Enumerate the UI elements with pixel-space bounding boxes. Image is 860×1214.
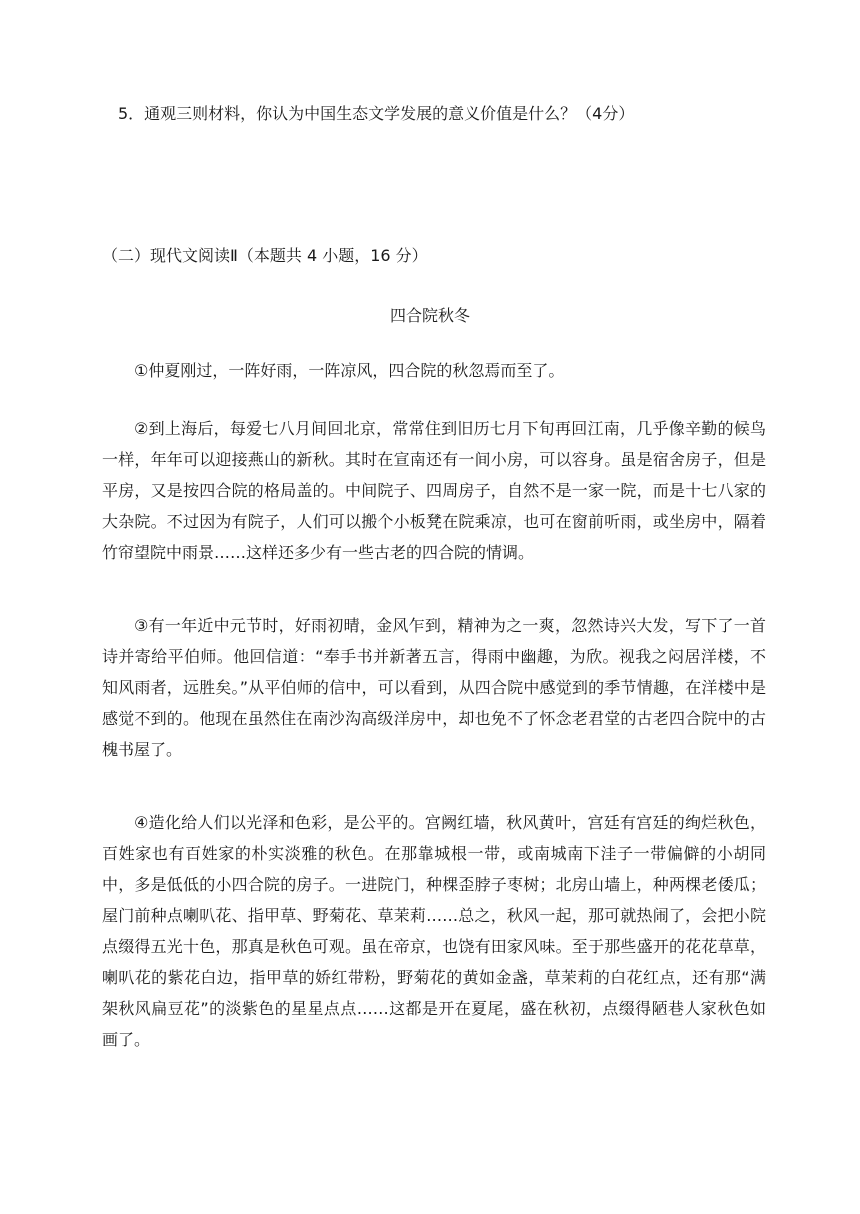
paragraph-2: ②到上海后，每爱七八月间回北京，常常住到旧历七月下旬再回江南，几乎像辛勤的候鸟一样，年年可以迎接燕山的新秋。其时在宣南还有一间小房，可以容身。虽是宿舍房子，但是平房，又是按四合院的格局盖的。中间院子、四周房子，自然不是一家一院，而是十七八家的大杂院。不过因为有院子，人们可以搬个小板凳在院乘凉，也可在窗前听雨，或坐房中，隔着竹帘望院中雨景……这样还多少有一些古老的四合院的情调。: [102, 419, 766, 562]
paragraph-1: ①仲夏刚过，一阵好雨，一阵凉风，四合院的秋忽焉而至了。: [134, 361, 565, 380]
section-header: （二）现代文阅读Ⅱ（本题共 4 小题，16 分）: [102, 246, 428, 265]
paragraph-4: ④造化给人们以光泽和色彩，是公平的。宫阙红墙，秋风黄叶，宫廷有宫廷的绚烂秋色，百姓家也有百姓家的朴实淡雅的秋色。在那靠城根一带，或南城南下洼子一带偏僻的小胡同中，多是低低的小四合院的房子。一进院门，种棵歪脖子枣树；北房山墙上，种两棵老倭瓜；屋门前种点喇叭花、指甲草、野菊花、草茉莉……总之，秋风一起，那可就热闹了，会把小院点缀得五光十色，那真是秋色可观。虽在帝京，也饶有田家风味。至于那些盛开的花花草草，喇叭花的紫花白边，指甲草的娇红带粉，野菊花的黄如金盏，草茉莉的白花红点，还有那“满架秋风扁豆花”的淡紫色的星星点点……这都是开在夏尾，盛在秋初，点缀得陋巷人家秋色如画了。: [102, 813, 766, 1049]
paragraph-3: ③有一年近中元节时，好雨初晴，金风乍到，精神为之一爽，忽然诗兴大发，写下了一首诗并寄给平伯师。他回信道：“奉手书并新著五言，得雨中幽趣，为欣。视我之闷居洋楼，不知风雨者，远胜矣。”从平伯师的信中，可以看到，从四合院中感觉到的季节情趣，在洋楼中是感觉不到的。他现在虽然住在南沙沟高级洋房中，却也免不了怀念老君堂的古老四合院中的古槐书屋了。: [102, 616, 766, 759]
article-title: 四合院秋冬: [389, 306, 470, 325]
question-5: 5．通观三则材料，你认为中国生态文学发展的意义价值是什么？（4分）: [118, 104, 635, 123]
